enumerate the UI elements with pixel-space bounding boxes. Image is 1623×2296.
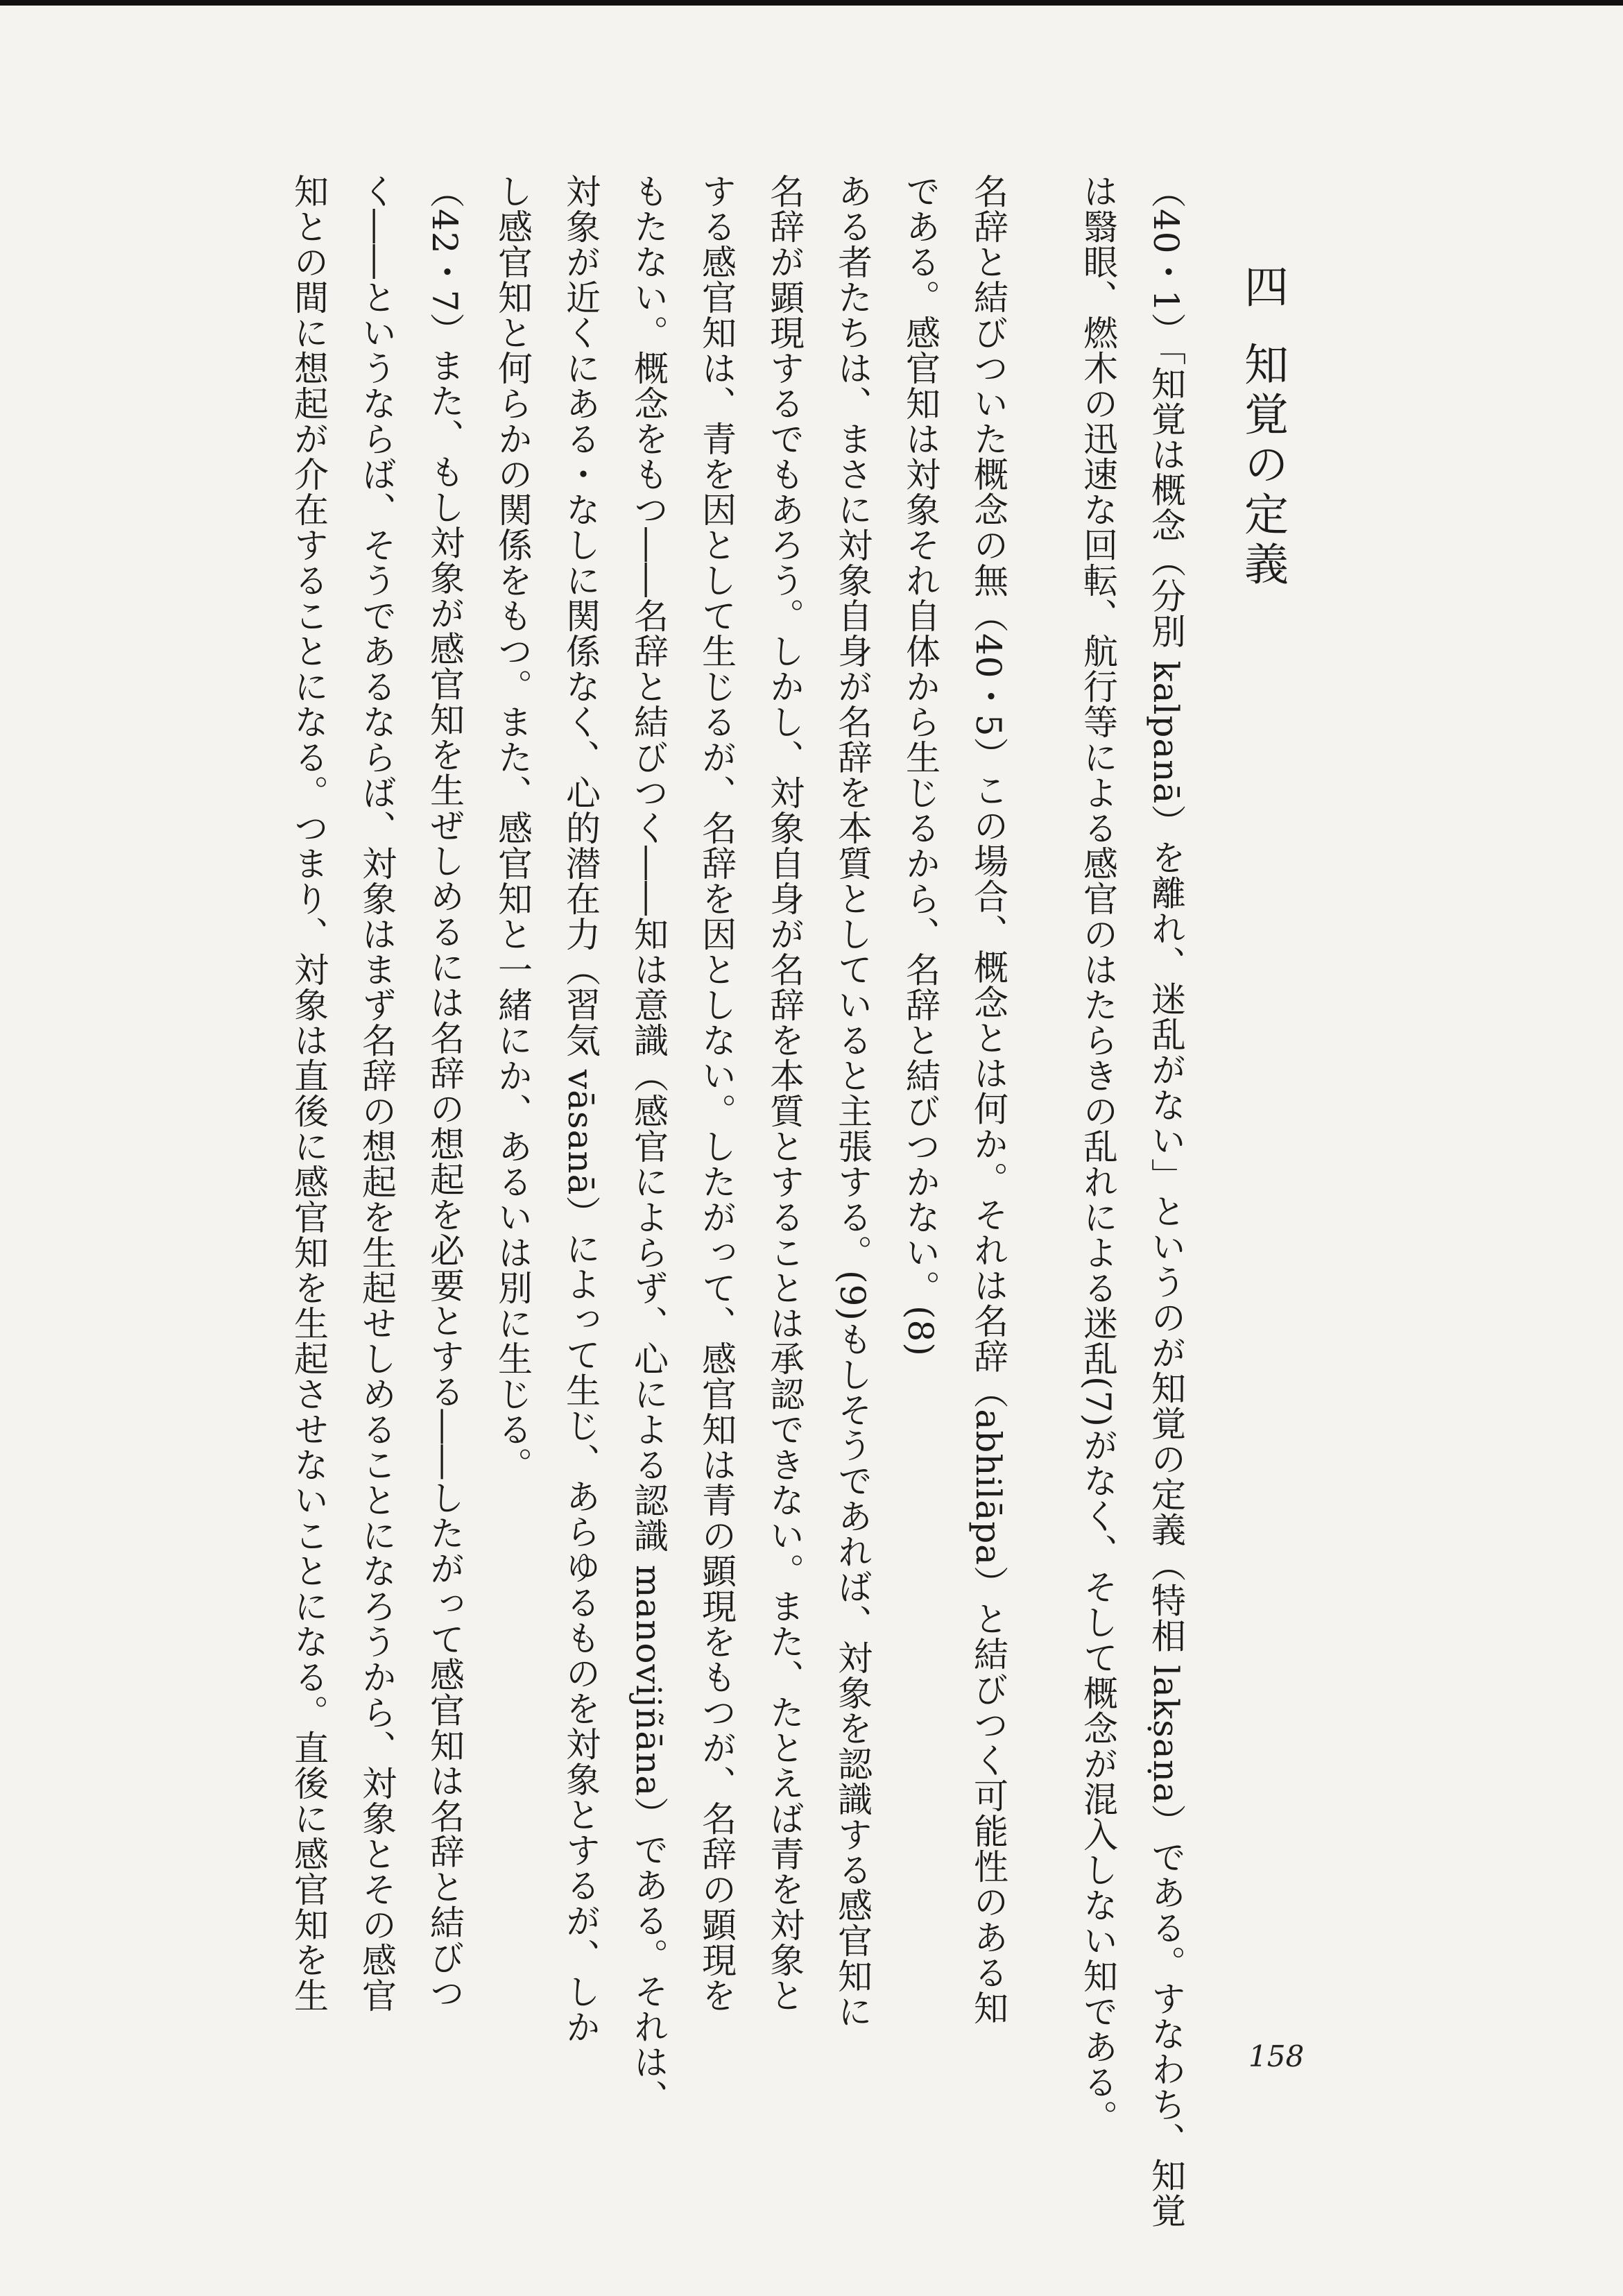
text-line-1: （40・1）「知覚は概念（分別 kalpanā）を離れ、迷乱がない」というのが知覚の定義（特相 lakṣaṇa）である。すなわち、知覚 xyxy=(1146,173,1186,2229)
text-line-2: は翳眼、燃木の迅速な回転、航行等による感官のはたらきの乱れによる迷乱(7)がなく、そして概念が混入しない知である。 xyxy=(1078,173,1118,2135)
text-line-10: し感官知と何らかの関係をもつ。また、感官知と一緒にか、あるいは別に生じる。 xyxy=(492,173,533,1482)
text-line-7: する感官知は、青を因として生じるが、名辞を因としない。したがって、感官知は青の顕現をもつが、名辞の顕現を xyxy=(696,173,737,2013)
text-line-13: 知との間に想起が介在することになる。つまり、対象は直後に感官知を生起させないことになる。直後に感官知を生 xyxy=(289,173,329,2013)
section-heading xyxy=(1221,264,1304,2088)
section-number: 四 xyxy=(1237,264,1288,314)
page-number: 158 xyxy=(1248,2039,1305,2073)
page-body xyxy=(166,173,1304,2229)
text-line-9: 対象が近くにある・なしに関係なく、心的潜在力（習気 vāsanā）によって生じ、あらゆるものを対象とするが、しか xyxy=(560,173,601,2045)
text-line-6: 名辞が顕現するでもあろう。しかし、対象自身が名辞を本質とすることは承認できない。また、たとえば青を対象と xyxy=(764,173,805,2013)
text-line-3: 名辞と結びついた概念の無（40・5）この場合、概念とは何か。それは名辞（abhilāpa）と結びつく可能性のある知 xyxy=(968,173,1008,2026)
section-title: 知覚の定義 xyxy=(1237,341,1288,591)
text-line-4: である。感官知は対象それ自体から生じるから、名辞と結びつかない。(8) xyxy=(900,173,941,1357)
paragraph-gap xyxy=(1022,173,1064,2088)
top-border xyxy=(0,0,1623,6)
text-line-8: もたない。概念をもつ――名辞と結びつく――知は意識（感官によらず、心による認識 manovijñāna）である。それは、 xyxy=(628,173,669,2116)
text-line-11: （42・7）また、もし対象が感官知を生ぜしめるには名辞の想起を必要とする――したがって感官知は名辞と結びつ xyxy=(424,173,465,2011)
text-line-5: ある者たちは、まさに対象自身が名辞を本質としていると主張する。(9)もしそうであれば、対象を認識する感官知に xyxy=(832,173,873,2029)
text-line-12: く――というならば、そうであるならば、対象はまず名辞の想起を生起せしめることになろうから、対象とその感官 xyxy=(357,173,397,2013)
